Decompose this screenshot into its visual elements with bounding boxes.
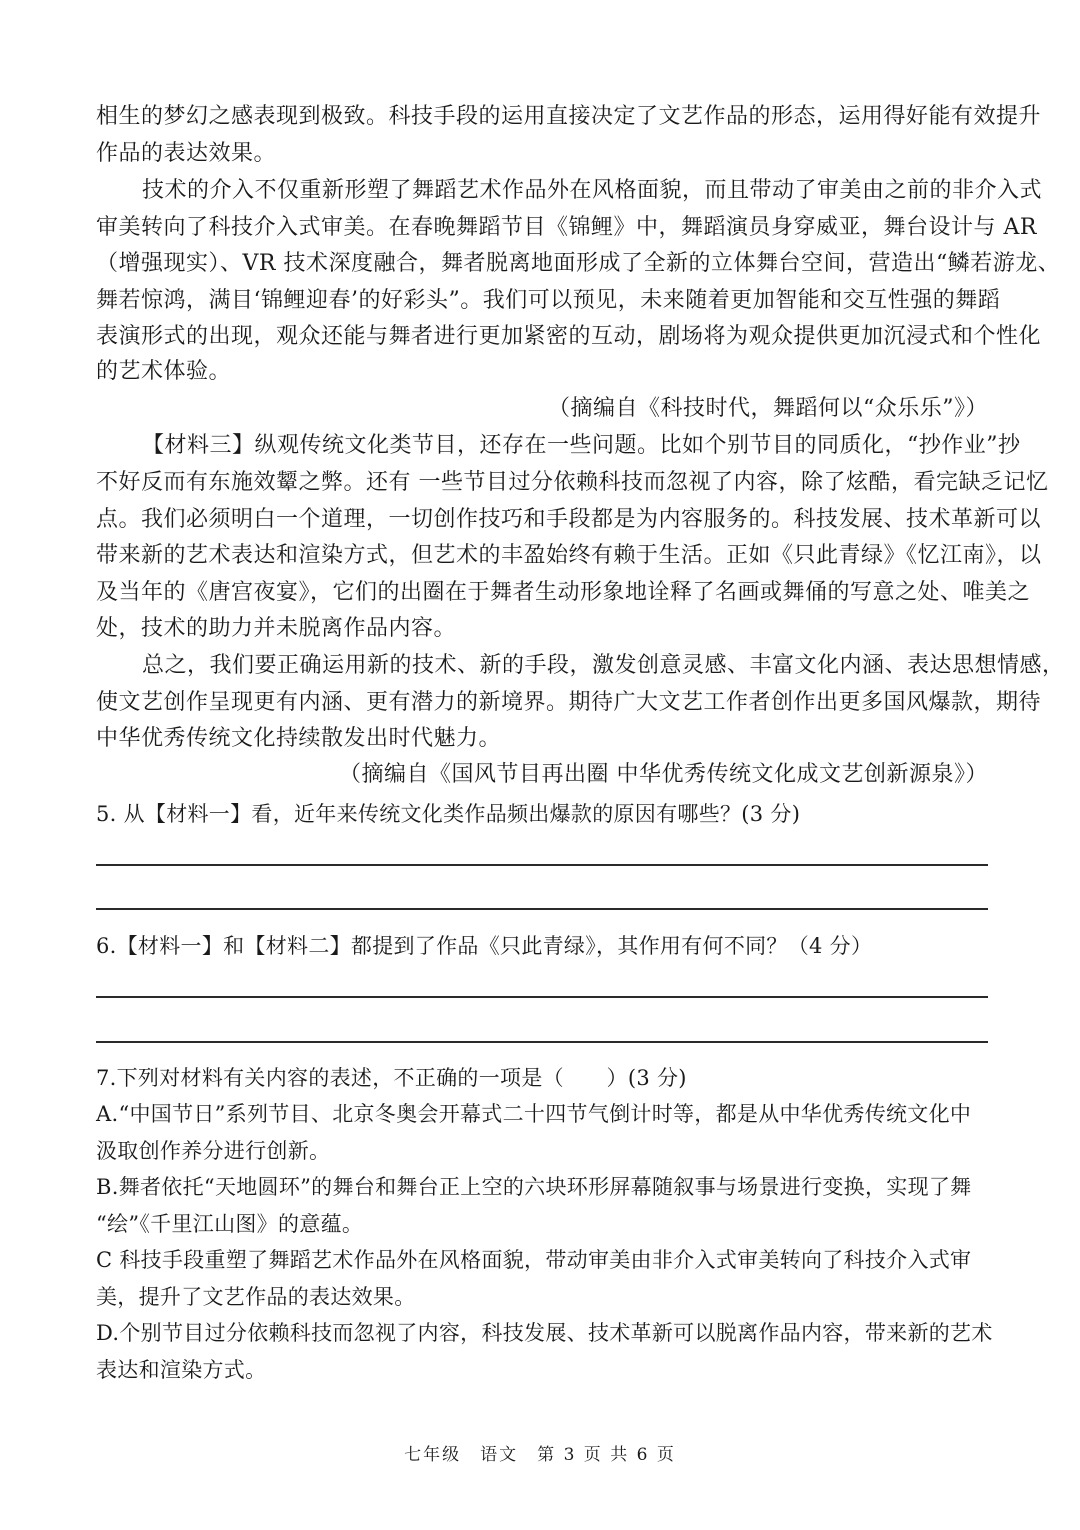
passage-line: 点。我们必须明白一个道理，一切创作技巧和手段都是为内容服务的。科技发展、技术革新可以 xyxy=(96,507,1042,532)
passage-line: 舞若惊鸿，满目‘锦鲤迎春’的好彩头”。我们可以预见，未来随着更加智能和交互性强的舞蹈 xyxy=(96,288,1001,313)
passage-line: 【材料三】纵观传统文化类节目，还存在一些问题。比如个别节目的同质化，“抄作业”抄 xyxy=(142,433,1021,458)
option-a: A.“中国节日”系列节目、北京冬奥会开幕式二十四节气倒计时等，都是从中华优秀传统文化中 xyxy=(96,1102,972,1126)
option-d-cont: 表达和渲染方式。 xyxy=(96,1358,267,1382)
option-b: B.舞者依托“天地圆环”的舞台和舞台正上空的六块环形屏幕随叙事与场景进行变换，实现了舞 xyxy=(96,1175,972,1199)
page-footer: 七年级 语文 第 3 页 共 6 页 xyxy=(404,1445,676,1465)
passage-line: （增强现实）、VR 技术深度融合，舞者脱离地面形成了全新的立体舞台空间，营造出“鳞若游龙、 xyxy=(96,251,1061,276)
option-b-cont: “绘”《千里江山图》的意蕴。 xyxy=(96,1212,364,1236)
answer-line[interactable] xyxy=(96,864,988,866)
answer-line[interactable] xyxy=(96,908,988,910)
passage-line: 表演形式的出现，观众还能与舞者进行更加紧密的互动，剧场将为观众提供更加沉浸式和个性化 xyxy=(96,324,1042,349)
passage-line: 的艺术体验。 xyxy=(96,359,232,384)
passage-line: 中华优秀传统文化持续散发出时代魅力。 xyxy=(96,726,502,751)
option-c: C 科技手段重塑了舞蹈艺术作品外在风格面貌，带动审美由非介入式审美转向了科技介入式审 xyxy=(96,1248,972,1272)
passage-line: 相生的梦幻之感表现到极致。科技手段的运用直接决定了文艺作品的形态，运用得好能有效提升 xyxy=(96,104,1042,129)
passage-line: 总之，我们要正确运用新的技术、新的手段，激发创意灵感、丰富文化内涵、表达思想情感， xyxy=(142,653,1065,678)
source-citation: （摘编自《科技时代，舞蹈何以“众乐乐”》） xyxy=(548,396,988,421)
passage-line: 使文艺创作呈现更有内涵、更有潜力的新境界。期待广大文艺工作者创作出更多国风爆款，期待 xyxy=(96,690,1042,715)
option-c-cont: 美，提升了文艺作品的表达效果。 xyxy=(96,1285,416,1309)
passage-line: 带来新的艺术表达和渲染方式，但艺术的丰盈始终有赖于生活。正如《只此青绿》《忆江南》，以 xyxy=(96,543,1042,568)
option-d: D.个别节目过分依赖科技而忽视了内容，科技发展、技术革新可以脱离作品内容，带来新的艺术 xyxy=(96,1321,993,1345)
question-7: 7.下列对材料有关内容的表述，不正确的一项是（ ）(3 分) xyxy=(96,1066,687,1090)
passage-line: 及当年的《唐宫夜宴》，它们的出圈在于舞者生动形象地诠释了名画或舞俑的写意之处、唯美之 xyxy=(96,580,1031,605)
passage-line: 技术的介入不仅重新形塑了舞蹈艺术作品外在风格面貌，而且带动了审美由之前的非介入式 xyxy=(142,178,1043,203)
answer-line[interactable] xyxy=(96,1041,988,1043)
question-5: 5. 从【材料一】看，近年来传统文化类作品频出爆款的原因有哪些？(3 分) xyxy=(96,802,801,826)
passage-line: 作品的表达效果。 xyxy=(96,141,277,166)
option-a-cont: 汲取创作养分进行创新。 xyxy=(96,1139,331,1163)
passage-line: 不好反而有东施效颦之弊。还有 一些节目过分依赖科技而忽视了内容，除了炫酷，看完缺乏记忆 xyxy=(96,470,1049,495)
question-6: 6.【材料一】和【材料二】都提到了作品《只此青绿》，其作用有何不同？（4 分） xyxy=(96,934,873,958)
answer-line[interactable] xyxy=(96,996,988,998)
source-citation: （摘编自《国风节目再出圈 中华优秀传统文化成文艺创新源泉》） xyxy=(339,762,988,787)
passage-line: 审美转向了科技介入式审美。在春晚舞蹈节目《锦鲤》中，舞蹈演员身穿威亚，舞台设计与 AR xyxy=(96,215,1037,240)
passage-line: 处，技术的助力并未脱离作品内容。 xyxy=(96,616,457,641)
